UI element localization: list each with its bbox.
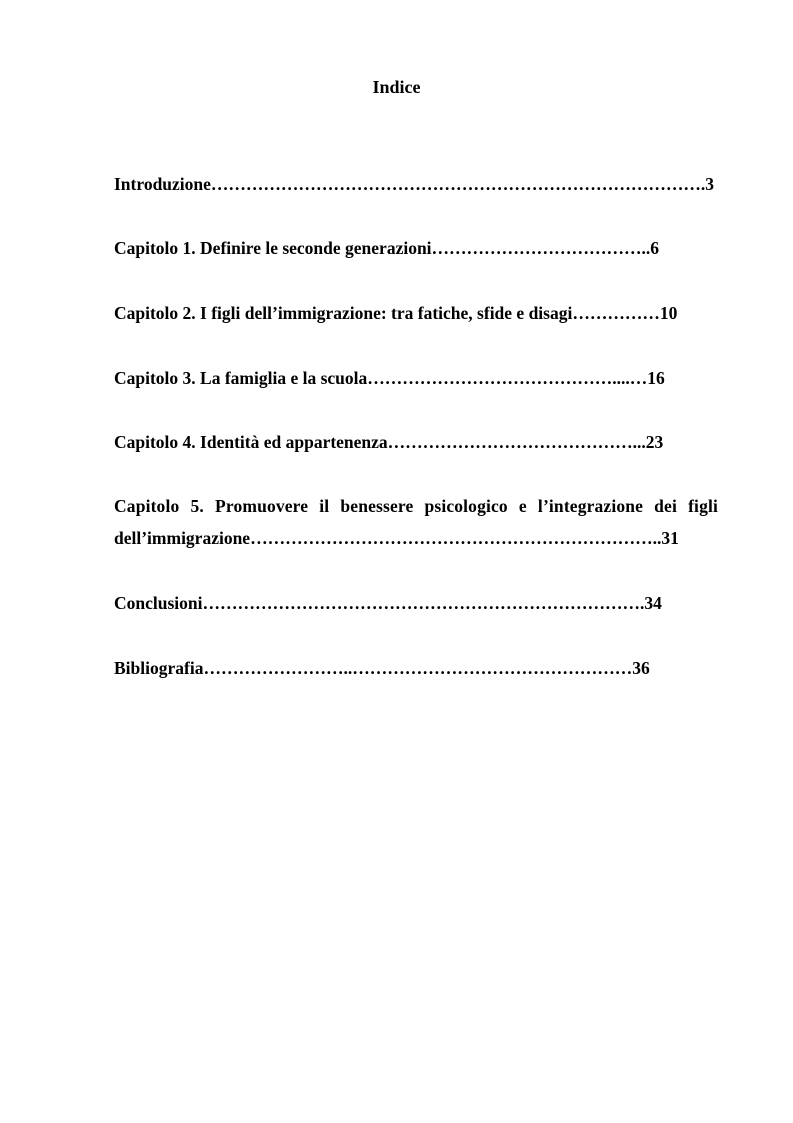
toc-entry-capitolo-5-line-2[interactable]: dell’immigrazione……………………………………………………………..31 (114, 528, 679, 548)
toc-entry-bibliografia[interactable]: Bibliografia……………………..…………………………………………36 (114, 658, 650, 678)
toc-entry-introduzione[interactable]: Introduzione………………………………………………………………………….3 (114, 174, 715, 194)
toc-entry-capitolo-3[interactable]: Capitolo 3. La famiglia e la scuola……………………………………....…16 (114, 368, 665, 388)
page-title: Indice (372, 77, 421, 97)
toc-entry-capitolo-4[interactable]: Capitolo 4. Identità ed appartenenza……………………………………...23 (114, 432, 664, 452)
toc-entry-capitolo-2[interactable]: Capitolo 2. I figli dell’immigrazione: tra fatiche, sfide e disagi……………10 (114, 303, 678, 323)
toc-entry-capitolo-5-line-1[interactable]: Capitolo 5. Promuovere il benessere psicologico e l’integrazione dei figli (114, 496, 718, 516)
toc-entry-conclusioni[interactable]: Conclusioni………………………………………………………………….34 (114, 593, 662, 613)
toc-entry-capitolo-1[interactable]: Capitolo 1. Definire le seconde generazioni………………………………..6 (114, 238, 660, 258)
